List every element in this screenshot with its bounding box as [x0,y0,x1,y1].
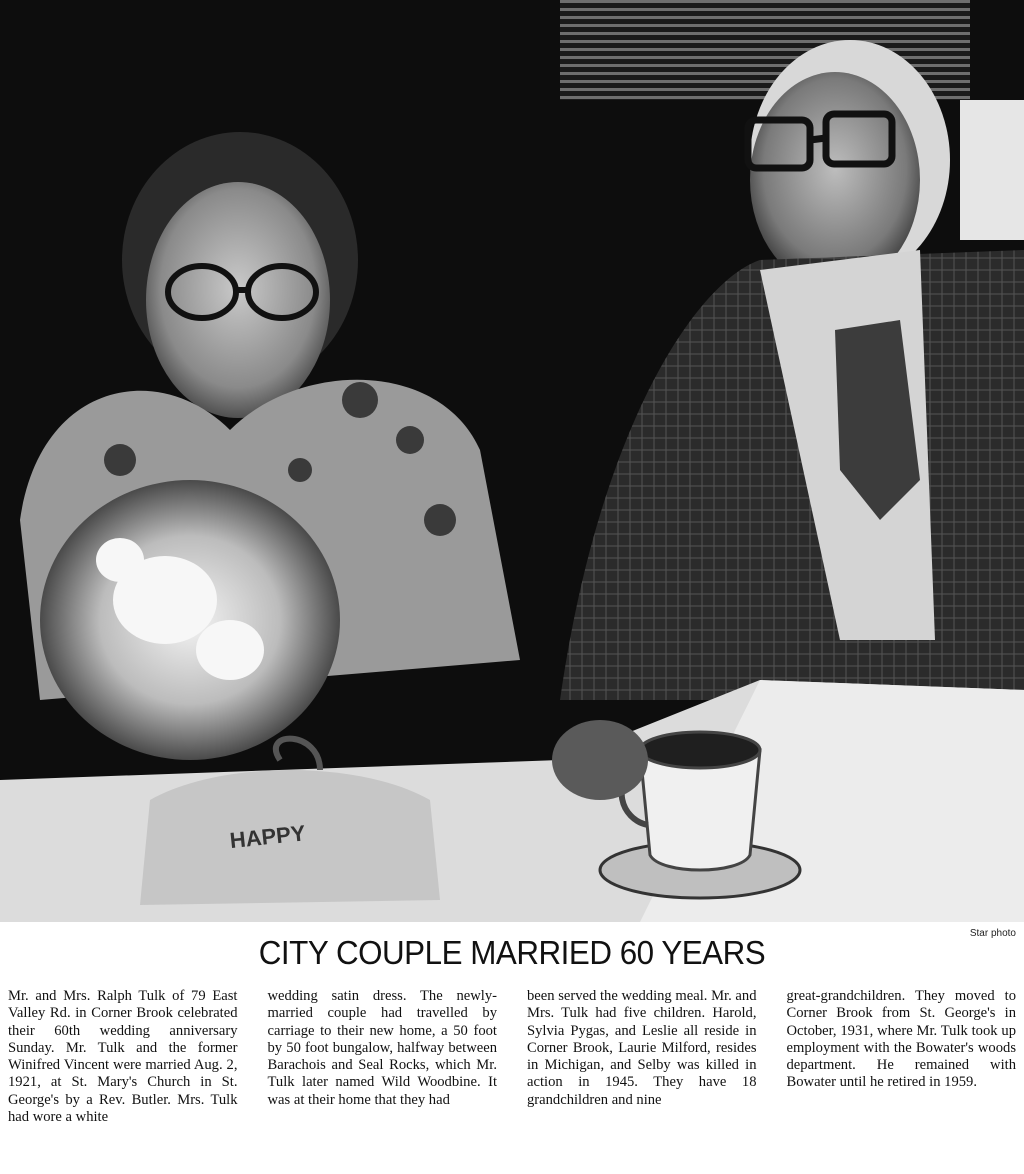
article-column-2: wedding satin dress. The newly-married couple had travelled by carriage to their new home, a 50 foot by 50 foot bungalow, halfway between Barachois and Seal Rocks, which Mr. Tulk later named Wild Woodbine. It was at their home that they had [267,988,497,1108]
headline: CITY COUPLE MARRIED 60 YEARS [258,934,766,971]
article-body [8,988,1016,1168]
woman-face [146,182,330,418]
man-hand [552,720,648,800]
article-column-3: been served the wedding meal. Mr. and Mrs. Tulk had five children. Harold, Sylvia Pygas, and Leslie all reside in Corner Brook, Laurie Milford, resides in Michigan, and Selby was killed in action in 1945. They have 18 grandchildren and nine [527,988,757,1108]
article-column-4: great-grandchildren. They moved to Corner Brook from St. George's in October, 1931, where Mr. Tulk took up employment with the Bowater's woods department. He remained with Bowater until he retired in 1959. [786,988,1016,1091]
photo-credit: Star photo [969,928,1016,939]
cake-text: HAPPY [228,820,307,854]
article-column-1: Mr. and Mrs. Ralph Tulk of 79 East Valley Rd. in Corner Brook celebrated their 60th wedding anniversary Sunday. Mr. Tulk and the former Winifred Vincent were married Aug. 2, 1921, at St. Mary's Church in St. George's by a Rev. Butler. Mrs. Tulk had wore a white [8,988,238,1126]
